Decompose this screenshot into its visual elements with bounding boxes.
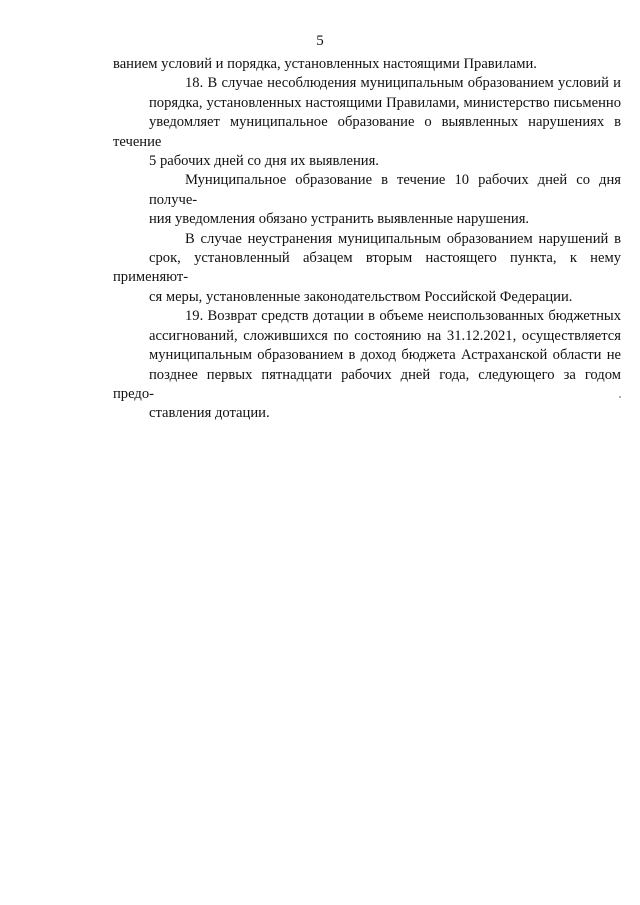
- text-line: ассигнований, сложившихся по состоянию на 31.12.2021, осуществляется: [149, 327, 621, 344]
- text-line: 18. В случае несоблюдения муниципальным образованием условий и: [185, 75, 621, 92]
- paragraph-measures: [113, 230, 621, 308]
- text-line: срок, установленный абзацем вторым настоящего пункта, к нему применяют-: [113, 250, 621, 286]
- text-line: порядка, установленных настоящими Правилами, министерство письменно: [149, 94, 621, 111]
- text-line: ния уведомления обязано устранить выявленные нарушения.: [149, 211, 530, 228]
- text-line: ся меры, установленные законодательством Российской Федерации.: [149, 288, 573, 305]
- paragraph-item-19: [113, 307, 621, 423]
- paragraph-municipal-obligation: [113, 171, 621, 229]
- text-line: ванием условий и порядка, установленных настоящими Правилами.: [113, 56, 537, 72]
- text-line: Муниципальное образование в течение 10 рабочих дней со дня получе-: [149, 172, 621, 208]
- text-line: 5 рабочих дней со дня их выявления.: [149, 153, 379, 170]
- text-line: позднее первых пятнадцати рабочих дней года, следующего за годом предо-: [113, 366, 621, 402]
- text-line: ставления дотации.: [149, 405, 270, 422]
- scan-artifact: [619, 396, 621, 398]
- paragraph-continuation: [113, 55, 621, 74]
- text-line: В случае неустранения муниципальным образованием нарушений в: [185, 230, 621, 247]
- text-line: 19. Возврат средств дотации в объеме неиспользованных бюджетных: [185, 308, 621, 325]
- text-line: муниципальным образованием в доход бюджета Астраханской области не: [149, 347, 621, 364]
- document-body: [113, 55, 621, 424]
- text-line: уведомляет муниципальное образование о выявленных нарушениях в течение: [113, 114, 621, 150]
- page-number: 5: [316, 33, 324, 49]
- paragraph-item-18: [113, 74, 621, 171]
